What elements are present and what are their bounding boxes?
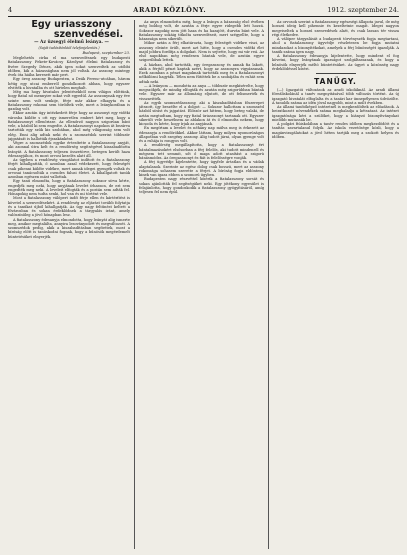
issue-date: 1912. szeptember 24.: [327, 6, 399, 14]
column-1: [8, 20, 130, 549]
column-body: [139, 20, 264, 194]
paragraph: Egy tanú elmondta, hogy a fiatalasszony sokszor sírva kérte, engedjék meg neki, hogy anyjának levelet írhasson, de ezt sem engedték meg neki. A leveleit elfogták és a postán sem adták fel. Hónapokig nem tudta senki, hol van és mi történt vele.: [8, 179, 130, 196]
article-title: szenvedései.: [53, 29, 124, 40]
section-body: [272, 88, 399, 139]
paragraph: — A leányom — mondotta az anya — többször megkísérelte, hogy megszökjék, de mindig elfogták és azután még szigorúbban bántak vele. Egyszer már az állomásig eljutott, de ott felismerték és visszavitték.: [139, 83, 264, 101]
paragraph: Végre a szomszédok egyike értesítette a fiatalasszony anyját, aki azonnal útra kelt és a rendőrség segítségével kiszabadította leányát. A fiatalasszony teljesen összetörve, betegen került haza édesanyjához, és most orvosi kezelés alatt áll.: [8, 141, 130, 158]
paragraph: A fiatalasszony édesanyja elmondotta, hogy leányát alig ismerte meg, amikor megtalálta, annyira lesoványodott és megváltozott. A szomszédok pedig, akik a kiszabadításban segítettek, most a bíróság előtt is tanúskodni fognak, hogy a bűnösök megérdemelt büntetésüket elnyerjék.: [8, 217, 130, 239]
paragraph: Egy öreg asszony Budapesten, a Deák Ferenc-utcában, három hétig egy utcai emberről gondolkozott abban, hogy egyszer elvitték a hivatalba és ott hirtelen meghalt.: [8, 77, 130, 90]
column-rule: [134, 20, 135, 549]
paragraph: Budapesten nagy részvéttel kísérik a fiatalasszony sorsát és sokan ajánlották fel segítségüket neki. Egy jótékony egyesület is felajánlotta, hogy gondoskodik a fiatalasszony gyógyításáról, amíg teljesen fel nem épül.: [139, 177, 264, 194]
paragraph: Az orvosok szerint a fiatalasszony egészségi állapota javul, de még hosszú ideig kell pihennie és kezeltetnie magát. Idegei nagyon megviseltek a hosszú szenvedések alatt, és csak lassan tér vissza régi életkedve.: [272, 20, 399, 37]
column-rule: [268, 20, 269, 549]
paragraph: A házban, ahol tartották, egy öregasszony és annak fia lakott, akik a férjtől pénzt kaptak azért, hogy az asszonyra vigyázzanak. Ezek azonban a pénzt maguknak tartották meg és a fiatalasszonyt nélkülözni hagyták. Télen nem fűtöttek be a szobájába és ruhát sem adtak neki.: [139, 62, 264, 84]
paragraph: Az anya elmondotta még, hogy a leánya a házasság első évében még boldog volt, de azután a férje egyre ridegebb lett hozzá. Sokszor napokig nem jött haza és ha hazajött, durván bánt vele. A fiatalasszony sokáig titkolta szenvedéseit, mert szégyellte, hogy a házassága nem sikerült.: [139, 20, 264, 41]
column-body: [272, 20, 399, 71]
paragraph: (—) Igazgatói változások az aradi iskoláknál. Az aradi állami főreáliskolánál a tanév megnyitásával több változás történt. Az új igazgató hivatalát elfoglalta és a tanári kar ünnepélyesen üdvözölte. A tanulók száma az idén jóval nagyobb, mint a múlt években.: [272, 88, 399, 105]
section-divider: [316, 73, 356, 74]
paragraph: A polgári fiúiskolában a tanév rendes időben megkezdődött és a tanítás zavartalanul folyik. Az iskola vezetősége közli, hogy a magánvizsgálatokat a jövő héten tartják meg a szokott helyen és időben.: [272, 122, 399, 139]
column-2: [139, 20, 264, 549]
column-body: [8, 56, 130, 239]
paragraph: Most a fiatalasszony válópert indít férje ellen és kártérítést is követel a szenvedésekért. A rendőrség az eljárást tovább folytatja és a tanúkat újból kihallgatják. Az ügy nagy feltűnést keltett a fővárosban és sokan érdeklődnek a tárgyalás iránt, amely valószínűleg a jövő hónapban lesz.: [8, 196, 130, 218]
column-3: [272, 20, 399, 549]
paragraph: Az állami tanítóképző intézetnél is megkezdődtek az előadások. A beiratkozott növendékek száma meghaladja a kétszázat. Az intézet igazgatósága kéri a szülőket, hogy a hiányzó bizonyítványokat mielőbb mutassák be.: [272, 105, 399, 122]
paragraph: A fiatalasszony édesanyja kijelentette, hogy mindent el fog követni, hogy leányának igazságot szolgáltassanak, és hogy a bűnösök elnyerjék méltó büntetésüket. Az ügyet a közönség nagy érdeklődéssel kíséri.: [272, 54, 399, 71]
section-heading: TANÜGY.: [314, 77, 357, 86]
paper-name: ARADI KÖZLÖNY.: [133, 6, 207, 14]
article-source: (Saját tudósítónktól telefonjelentés.): [38, 46, 100, 50]
paragraph: A válóper tárgyalását a budapesti törvényszék fogja megtartani, ahol a fiatalasszony ügyvédje részletesen be fogja mutatni mindazokat a bizonyítékokat, amelyek a férj bűnösségét igazolják. A tanúk száma igen nagy.: [272, 37, 399, 54]
paragraph: A férj ügyvédje kijelentette, hogy ügyfele ártatlan és a vádak alaptalanok. Szerinte az egész dolog csak bosszú, mert az asszony rokonsága sohasem szerette a férjet. A bíróság fogja eldönteni, kinek van igaza ebben a szomorú ügyben.: [139, 160, 264, 177]
page-number: 4: [8, 6, 13, 14]
article-title: Egy uriasszony: [31, 20, 112, 30]
article-dateline: Budapest, szeptember 23.: [82, 51, 130, 55]
paragraph: Még ma hogy hivatalos jelentésekből nem világos előttünk, hogy fiatal nő mennyire sokat volt egyedül. Az asszonynak egy éve szinte nem volt senkije, férje már akkor elhagyta és a fiatalasszony rokonai sem törődtek vele, mert a leánykorában is gazdag volt.: [8, 90, 130, 111]
paragraph: Az ügyben a rendőrség vizsgálatot indított és a fiatalasszony férjét kihallgatták, ő azonban azzal védekezett, hogy feleségét csak pihenni küldte vidékre, mert annak idegei gyengék voltak és orvosai tanácsolták a csendes falusi életet. A kihallgatott tanúk azonban egészen mást vallottak.: [8, 158, 130, 179]
paragraph: Az egyik szomszédasszony, aki a kiszabadításban főszerepet játszott, így beszélte el a dolgot: — Sokszor hallottam a szomszéd házból sírást és jajgatást. Először azt hittem, hogy beteg valaki, de aztán megtudtam, hogy egy fiatal úriasszonyt tartanak ott. Egyszer sikerült vele beszélnem az ablakon át és ő elmondta nekem, hogy kicsoda és kérte, hogy írjak az anyjának.: [139, 100, 264, 126]
paragraph: Én megírtam a levelet és néhány nap múlva meg is érkezett az édesanyja a rendőrökkel. Akkor láttam, hogy milyen nyomorúságos állapotban volt szegény asszony. Alig tudott járni, olyan gyenge volt és a ruhája is rongyos volt.: [139, 126, 264, 143]
article-subtitle: — Az üzsegyi élelmű leánya. —: [34, 40, 109, 45]
masthead: [8, 4, 399, 17]
paragraph: Meglehetős cirka el ma szenvedésnek egy budapesti fiatalasszony Fekete-Kovácsy Károlyné élelmi fiatalaszony és fivére Szegedy Dénes, akik igen sokat szenvedtek az utóbbi időben, kik a házasságban nem jól voltak. Az asszony mintegy évek óta hiába keresett már pert.: [8, 56, 130, 77]
paragraph: Mikor aztán a férj elhatározta, hogy feleségét vidékre viszi, az asszony eleinte örült, mert azt hitte, hogy a csendes vidéki élet majd jobbra fordítja a dolgokat. Nem is sejtette, hogy mi vár reá. Az első napokban még rendesen bántak vele, de azután egyre szigorúbbak lettek.: [139, 41, 264, 63]
paragraph: A rendőrség megállapította, hogy a fiatalasszonyt ért bántalmazásokért elsősorban a férj felelős, aki tudott mindenről és mégsem tett semmit, sőt ő maga adott utasítást a szigorú bánásmódra. Az öregasszonyt és fiát is felelősségre vonják.: [139, 143, 264, 160]
paragraph: Ekkor azután úgy intézkedett férje hogy az asszonyt egy vidéki városba küldte s ott egy ismeretlen embert kért meg, hogy a fiatalasszonyt ellenőrizze. Az ellenőrző nagyon szigorúan bánt vele, a házból ki sem engedte. A fiatalasszonyt napokon át bezárva tartották egy szűk kis szobában, ahol még világosság sem volt elég. Enni alig adtak neki és a szomszédok szerint többször jajgatását is hallották éjszakánként.: [8, 111, 130, 141]
